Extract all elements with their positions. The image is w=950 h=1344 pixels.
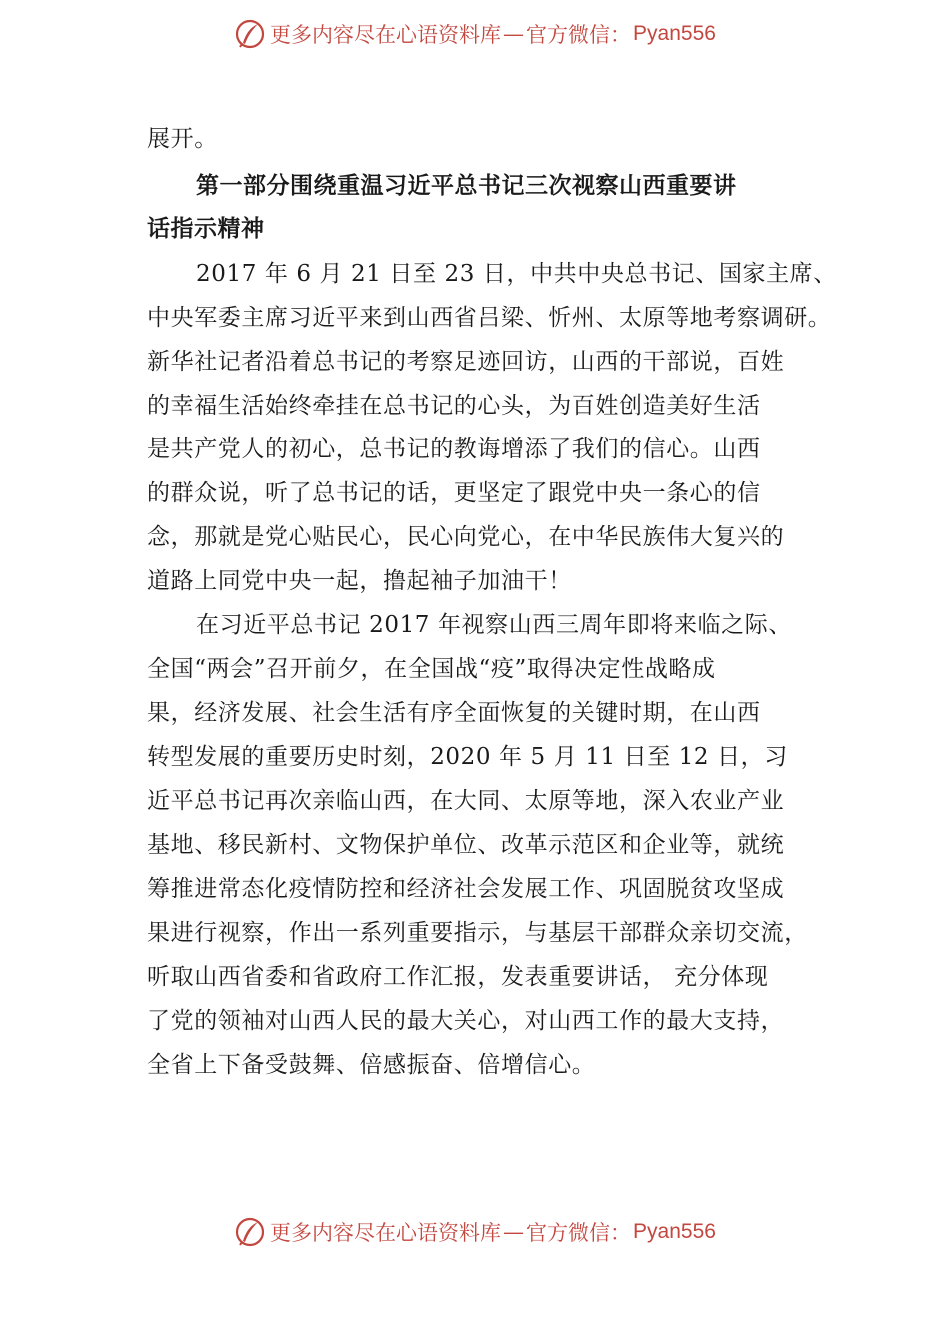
paragraph-line: 近平总书记再次亲临山西，在大同、太原等地，深入农业产业 <box>147 788 785 814</box>
paragraph-line: 的幸福生活始终牵挂在总书记的心头，为百姓创造美好生活 <box>147 393 761 419</box>
paragraph-line: 果进行视察，作出一系列重要指示，与基层干部群众亲切交流， <box>147 920 808 946</box>
watermark-text: 更多内容尽在心语资料库 <box>270 1221 502 1245</box>
paragraph-line: 道路上同党中央一起，撸起袖子加油干！ <box>147 568 572 594</box>
paragraph-line: 中央军委主席习近平来到山西省吕梁、忻州、太原等地考察调研。 <box>147 305 832 331</box>
watermark-header <box>0 18 950 50</box>
paragraph-line: 基地、移民新村、文物保护单位、改革示范区和企业等，就统 <box>147 832 785 858</box>
quill-logo-icon <box>234 18 266 50</box>
paragraph-line: 果，经济发展、社会生活有序全面恢复的关键时期，在山西 <box>147 700 761 726</box>
section-heading-cont: 话指示精神 <box>147 216 265 242</box>
paragraph-line: 是共产党人的初心，总书记的教诲增添了我们的信心。山西 <box>147 436 761 462</box>
watermark-text: 更多内容尽在心语资料库 <box>270 23 502 47</box>
text-line: 展开。 <box>147 126 218 152</box>
paragraph-line: 筹推进常态化疫情防控和经济社会发展工作、巩固脱贫攻坚成 <box>147 876 785 902</box>
watermark-label: 官方微信： <box>526 23 632 47</box>
paragraph-line: 全省上下备受鼓舞、倍感振奋、倍增信心。 <box>147 1052 596 1078</box>
watermark-wechat-id: Pyan556 <box>633 22 716 45</box>
paragraph-line: 念，那就是党心贴民心，民心向党心，在中华民族伟大复兴的 <box>147 524 785 550</box>
paragraph-line: 转型发展的重要历史时刻，2020 年 5 月 11 日至 12 日，习 <box>147 744 788 770</box>
paragraph-line: 2017 年 6 月 21 日至 23 日，中共中央总书记、国家主席、 <box>196 261 837 287</box>
quill-logo-icon <box>234 1216 266 1248</box>
paragraph-line: 听取山西省委和省政府工作汇报，发表重要讲话， 充分体现 <box>147 964 769 990</box>
watermark-wechat-id: Pyan556 <box>633 1220 716 1243</box>
paragraph-line: 在习近平总书记 2017 年视察山西三周年即将来临之际、 <box>196 612 792 638</box>
watermark-label: 官方微信： <box>526 1221 632 1245</box>
paragraph-line: 全国“两会”召开前夕，在全国战“疫”取得决定性战略成 <box>147 656 716 682</box>
section-heading: 第一部分围绕重温习近平总书记三次视察山西重要讲 <box>196 173 737 199</box>
paragraph-line: 的群众说，听了总书记的话，更坚定了跟党中央一条心的信 <box>147 480 761 506</box>
watermark-dash: — <box>503 1220 525 1244</box>
paragraph-line: 新华社记者沿着总书记的考察足迹回访，山西的干部说，百姓 <box>147 349 785 375</box>
watermark-footer <box>0 1216 950 1248</box>
watermark-dash: — <box>503 22 525 46</box>
paragraph-line: 了党的领袖对山西人民的最大关心，对山西工作的最大支持， <box>147 1008 785 1034</box>
